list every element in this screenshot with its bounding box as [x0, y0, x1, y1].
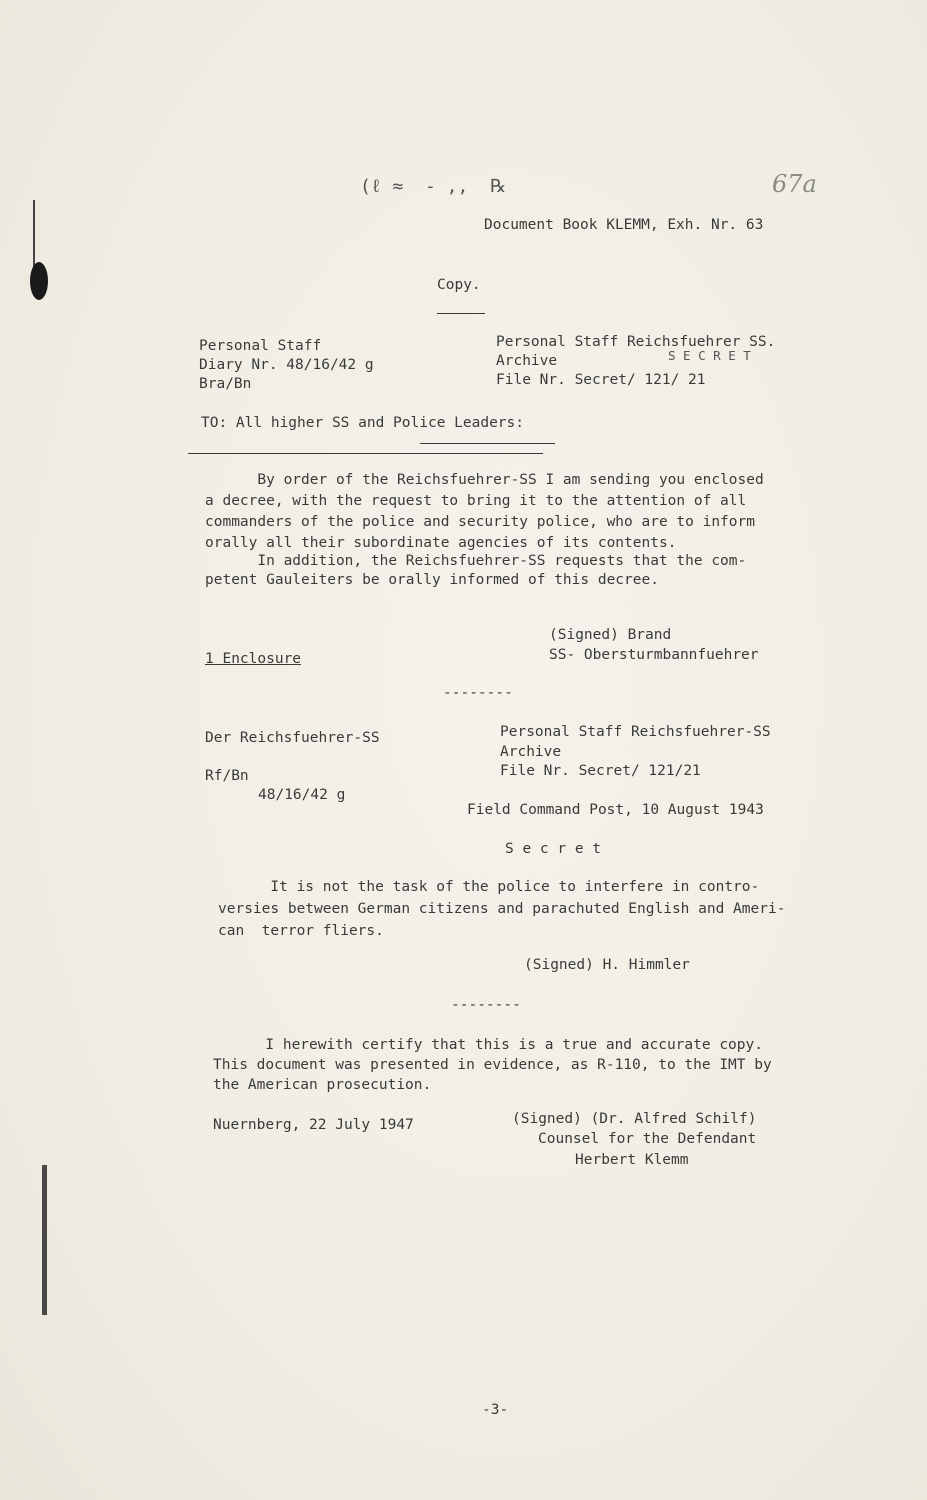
binder-hole [30, 262, 48, 300]
body-line: a decree, with the request to bring it to the attention of all [205, 493, 747, 509]
right-block-line: Personal Staff Reichsfuehrer-SS [500, 724, 771, 740]
body-line: commanders of the police and security police, who are to inform [205, 514, 755, 530]
to-line: TO: All higher SS and Police Leaders: [201, 415, 525, 431]
page-number: -3- [482, 1402, 509, 1418]
body-line: petent Gauleiters be orally informed of this decree. [205, 572, 659, 588]
left-block-line: Diary Nr. 48/16/42 g [199, 357, 374, 373]
body-line: It is not the task of the police to interfere in contro- [218, 879, 760, 895]
right-block-line: Archive [500, 744, 562, 760]
signature-line: Herbert Klemm [575, 1152, 689, 1168]
separator-2: -------- [451, 997, 521, 1013]
header-scribble: (ℓ ≈ - ,, ℞ [360, 176, 507, 197]
himmler-ref2: 48/16/42 g [258, 787, 346, 803]
left-block-line: Personal Staff [199, 338, 322, 354]
brand-signed: (Signed) Brand [549, 627, 672, 643]
enclosure-label: 1 Enclosure [205, 651, 302, 667]
body-line: This document was presented in evidence, as R-110, to the IMT by [213, 1057, 772, 1073]
copy-label: Copy. [437, 277, 481, 293]
left-block-line: Bra/Bn [199, 376, 252, 392]
right-block-line: File Nr. Secret/ 121/21 [500, 763, 701, 779]
copy-underline [437, 313, 485, 314]
body-line: I herewith certify that this is a true and accurate copy. [213, 1037, 763, 1053]
brand-title: SS- Obersturmbannfuehrer [549, 647, 759, 663]
himmler-from: Der Reichsfuehrer-SS [205, 730, 380, 746]
to-line-underline-short [420, 443, 555, 444]
himmler-signed: (Signed) H. Himmler [524, 957, 690, 973]
signature-line: Counsel for the Defendant [538, 1131, 757, 1147]
body-line: orally all their subordinate agencies of its contents. [205, 535, 677, 551]
secret-heading: S e c r e t [505, 841, 602, 857]
document-book-line: Document Book KLEMM, Exh. Nr. 63 [484, 217, 764, 233]
body-line: In addition, the Reichsfuehrer-SS requests that the com- [205, 553, 747, 569]
himmler-place-date: Field Command Post, 10 August 1943 [467, 802, 764, 818]
margin-line-top [33, 200, 35, 270]
to-line-underline-long [188, 453, 543, 454]
handwritten-page-number: 67a [772, 170, 817, 198]
right-block-line: File Nr. Secret/ 121/ 21 [496, 372, 706, 388]
separator-1: -------- [443, 685, 513, 701]
body-line: versies between German citizens and parachuted English and Ameri- [218, 901, 786, 917]
right-block-line: Archive [496, 353, 558, 369]
certification-place-date: Nuernberg, 22 July 1947 [213, 1117, 414, 1133]
body-line: the American prosecution. [213, 1077, 432, 1093]
himmler-ref1: Rf/Bn [205, 768, 249, 784]
body-line: can terror fliers. [218, 923, 384, 939]
body-line: By order of the Reichsfuehrer-SS I am sending you enclosed [205, 472, 764, 488]
right-block-line: Personal Staff Reichsfuehrer SS. [496, 334, 776, 350]
signature-line: (Signed) (Dr. Alfred Schilf) [512, 1111, 757, 1127]
secret-stamp: S E C R E T [668, 348, 751, 363]
margin-line-bottom [42, 1165, 47, 1315]
